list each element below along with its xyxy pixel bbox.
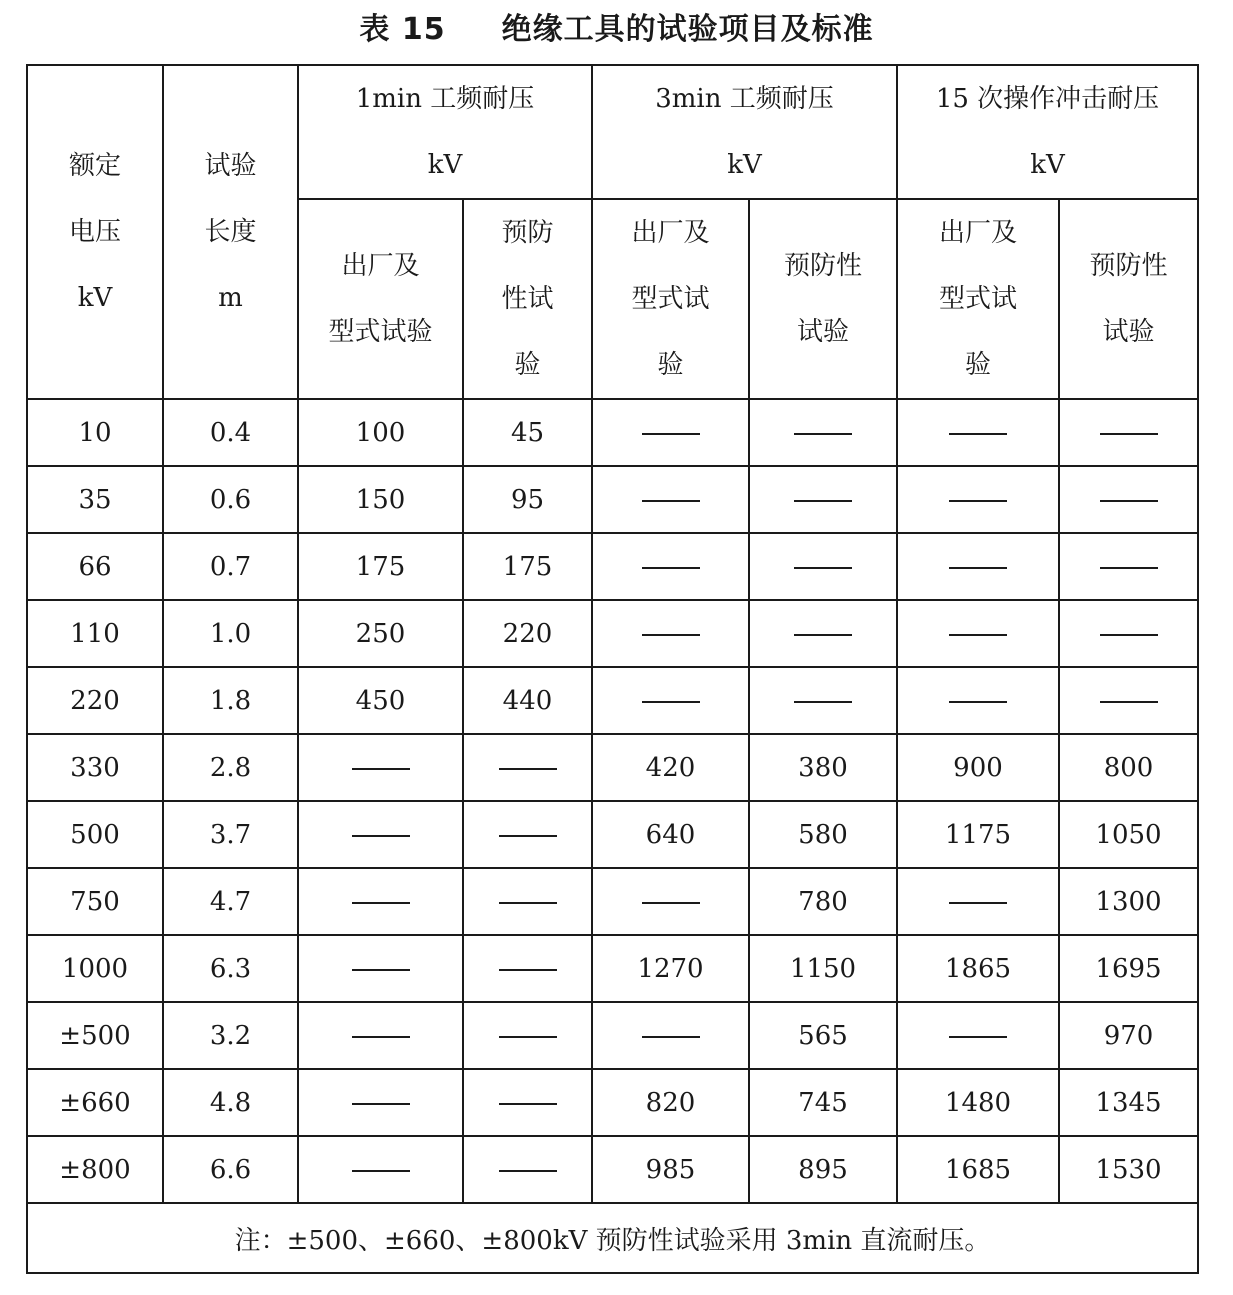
- cell-1min-preventive: 95: [463, 466, 592, 533]
- cell-3min-factory: [592, 466, 749, 533]
- table-row: [27, 1002, 1198, 1069]
- cell-3min-factory: 820: [592, 1069, 749, 1136]
- cell-test-length: 0.4: [163, 399, 298, 466]
- cell-impulse-preventive: [1059, 533, 1198, 600]
- cell-test-length: 4.8: [163, 1069, 298, 1136]
- dash-no-value: [352, 1103, 410, 1105]
- cell-3min-factory: [592, 399, 749, 466]
- cell-1min-preventive: [463, 1002, 592, 1069]
- cell-impulse-preventive: 1345: [1059, 1069, 1198, 1136]
- cell-rated-voltage: ±800: [27, 1136, 163, 1203]
- cell-1min-factory: [298, 801, 463, 868]
- cell-test-length: 1.8: [163, 667, 298, 734]
- cell-1min-preventive: [463, 801, 592, 868]
- header-1min-power-frequency: 1min 工频耐压 kV: [298, 65, 592, 199]
- header-g2-preventive-test: 预防性 试验: [749, 199, 897, 399]
- cell-rated-voltage: 750: [27, 868, 163, 935]
- table-row: [27, 734, 1198, 801]
- dash-no-value: [642, 500, 700, 502]
- cell-test-length: 3.7: [163, 801, 298, 868]
- cell-impulse-factory: [897, 399, 1059, 466]
- table-row: [27, 466, 1198, 533]
- cell-impulse-factory: 1685: [897, 1136, 1059, 1203]
- header-g1-preventive-test: 预防 性试 验: [463, 199, 592, 399]
- dash-no-value: [499, 1036, 557, 1038]
- table-title: [0, 8, 1233, 52]
- cell-impulse-factory: [897, 868, 1059, 935]
- dash-no-value: [352, 1036, 410, 1038]
- dash-no-value: [642, 433, 700, 435]
- dash-no-value: [642, 701, 700, 703]
- header-g2-factory-type-test: 出厂及 型式试 验: [592, 199, 749, 399]
- cell-test-length: 6.3: [163, 935, 298, 1002]
- dash-no-value: [794, 433, 852, 435]
- dash-no-value: [499, 768, 557, 770]
- dash-no-value: [499, 1170, 557, 1172]
- table-row: [27, 533, 1198, 600]
- cell-3min-preventive: [749, 399, 897, 466]
- cell-1min-preventive: 175: [463, 533, 592, 600]
- header-3min-power-frequency: 3min 工频耐压 kV: [592, 65, 897, 199]
- cell-3min-factory: [592, 868, 749, 935]
- cell-1min-factory: 175: [298, 533, 463, 600]
- cell-1min-factory: [298, 734, 463, 801]
- cell-rated-voltage: 10: [27, 399, 163, 466]
- cell-3min-factory: 1270: [592, 935, 749, 1002]
- cell-impulse-factory: 1175: [897, 801, 1059, 868]
- cell-1min-factory: [298, 1136, 463, 1203]
- cell-3min-factory: 640: [592, 801, 749, 868]
- cell-impulse-preventive: [1059, 600, 1198, 667]
- dash-no-value: [499, 1103, 557, 1105]
- cell-impulse-preventive: [1059, 399, 1198, 466]
- cell-1min-factory: 150: [298, 466, 463, 533]
- cell-rated-voltage: 500: [27, 801, 163, 868]
- cell-3min-factory: 985: [592, 1136, 749, 1203]
- cell-impulse-preventive: 970: [1059, 1002, 1198, 1069]
- dash-no-value: [352, 1170, 410, 1172]
- cell-3min-preventive: 895: [749, 1136, 897, 1203]
- cell-1min-preventive: [463, 935, 592, 1002]
- dash-no-value: [499, 969, 557, 971]
- dash-no-value: [1100, 500, 1158, 502]
- cell-1min-factory: [298, 1069, 463, 1136]
- cell-3min-preventive: 580: [749, 801, 897, 868]
- dash-no-value: [794, 701, 852, 703]
- table-number: 表 15: [359, 12, 446, 47]
- table-row: [27, 935, 1198, 1002]
- cell-impulse-factory: [897, 667, 1059, 734]
- header-g1-factory-type-test: 出厂及 型式试验: [298, 199, 463, 399]
- cell-rated-voltage: 35: [27, 466, 163, 533]
- cell-1min-preventive: 220: [463, 600, 592, 667]
- cell-3min-factory: 420: [592, 734, 749, 801]
- cell-3min-preventive: 565: [749, 1002, 897, 1069]
- cell-impulse-factory: [897, 1002, 1059, 1069]
- cell-1min-factory: 250: [298, 600, 463, 667]
- cell-impulse-factory: [897, 466, 1059, 533]
- cell-3min-factory: [592, 1002, 749, 1069]
- cell-impulse-preventive: [1059, 466, 1198, 533]
- cell-impulse-preventive: [1059, 667, 1198, 734]
- dash-no-value: [949, 433, 1007, 435]
- cell-rated-voltage: 1000: [27, 935, 163, 1002]
- cell-1min-factory: 100: [298, 399, 463, 466]
- dash-no-value: [794, 634, 852, 636]
- dash-no-value: [949, 567, 1007, 569]
- header-row-top: [27, 65, 1198, 199]
- cell-1min-factory: [298, 1002, 463, 1069]
- header-g3-factory-type-test: 出厂及 型式试 验: [897, 199, 1059, 399]
- cell-1min-preventive: [463, 1136, 592, 1203]
- cell-3min-preventive: 745: [749, 1069, 897, 1136]
- header-rated-voltage: 额定 电压 kV: [27, 65, 163, 399]
- dash-no-value: [499, 835, 557, 837]
- table-row: [27, 667, 1198, 734]
- cell-1min-preventive: [463, 1069, 592, 1136]
- table-row: [27, 868, 1198, 935]
- dash-no-value: [352, 768, 410, 770]
- dash-no-value: [949, 1036, 1007, 1038]
- dash-no-value: [1100, 433, 1158, 435]
- dash-no-value: [1100, 701, 1158, 703]
- cell-test-length: 0.6: [163, 466, 298, 533]
- table-caption: 绝缘工具的试验项目及标准: [501, 12, 874, 47]
- cell-3min-factory: [592, 667, 749, 734]
- cell-3min-preventive: [749, 600, 897, 667]
- header-g3-preventive-test: 预防性 试验: [1059, 199, 1198, 399]
- cell-1min-preventive: 45: [463, 399, 592, 466]
- cell-test-length: 3.2: [163, 1002, 298, 1069]
- dash-no-value: [642, 634, 700, 636]
- table-row: [27, 600, 1198, 667]
- cell-3min-preventive: 780: [749, 868, 897, 935]
- cell-impulse-preventive: 1695: [1059, 935, 1198, 1002]
- cell-3min-preventive: [749, 466, 897, 533]
- cell-1min-factory: [298, 868, 463, 935]
- cell-1min-factory: [298, 935, 463, 1002]
- header-15-switching-impulse: 15 次操作冲击耐压 kV: [897, 65, 1198, 199]
- table-row: [27, 801, 1198, 868]
- cell-impulse-factory: 1480: [897, 1069, 1059, 1136]
- dash-no-value: [949, 500, 1007, 502]
- cell-3min-preventive: [749, 667, 897, 734]
- dash-no-value: [352, 902, 410, 904]
- cell-impulse-preventive: 1300: [1059, 868, 1198, 935]
- cell-1min-preventive: [463, 734, 592, 801]
- cell-3min-factory: [592, 600, 749, 667]
- cell-test-length: 1.0: [163, 600, 298, 667]
- table-note: 注：±500、±660、±800kV 预防性试验采用 3min 直流耐压。: [27, 1203, 1198, 1273]
- cell-impulse-factory: [897, 600, 1059, 667]
- cell-3min-preventive: [749, 533, 897, 600]
- cell-impulse-factory: 1865: [897, 935, 1059, 1002]
- cell-impulse-preventive: 1050: [1059, 801, 1198, 868]
- table-row: [27, 1136, 1198, 1203]
- cell-rated-voltage: 66: [27, 533, 163, 600]
- cell-impulse-preventive: 1530: [1059, 1136, 1198, 1203]
- dash-no-value: [794, 567, 852, 569]
- header-test-length: 试验 长度 m: [163, 65, 298, 399]
- note-row: [27, 1203, 1198, 1273]
- dash-no-value: [642, 567, 700, 569]
- cell-test-length: 0.7: [163, 533, 298, 600]
- dash-no-value: [499, 902, 557, 904]
- cell-1min-preventive: 440: [463, 667, 592, 734]
- dash-no-value: [352, 835, 410, 837]
- dash-no-value: [949, 634, 1007, 636]
- cell-impulse-preventive: 800: [1059, 734, 1198, 801]
- cell-rated-voltage: ±660: [27, 1069, 163, 1136]
- dash-no-value: [1100, 567, 1158, 569]
- dash-no-value: [949, 701, 1007, 703]
- cell-test-length: 6.6: [163, 1136, 298, 1203]
- table-row: [27, 399, 1198, 466]
- cell-rated-voltage: ±500: [27, 1002, 163, 1069]
- test-standards-table: [26, 64, 1199, 1274]
- dash-no-value: [794, 500, 852, 502]
- cell-1min-factory: 450: [298, 667, 463, 734]
- cell-1min-preventive: [463, 868, 592, 935]
- cell-3min-factory: [592, 533, 749, 600]
- dash-no-value: [1100, 634, 1158, 636]
- cell-3min-preventive: 1150: [749, 935, 897, 1002]
- cell-test-length: 2.8: [163, 734, 298, 801]
- cell-impulse-factory: 900: [897, 734, 1059, 801]
- cell-rated-voltage: 220: [27, 667, 163, 734]
- table-row: [27, 1069, 1198, 1136]
- dash-no-value: [352, 969, 410, 971]
- cell-rated-voltage: 110: [27, 600, 163, 667]
- cell-test-length: 4.7: [163, 868, 298, 935]
- cell-impulse-factory: [897, 533, 1059, 600]
- cell-3min-preventive: 380: [749, 734, 897, 801]
- cell-rated-voltage: 330: [27, 734, 163, 801]
- dash-no-value: [642, 902, 700, 904]
- dash-no-value: [642, 1036, 700, 1038]
- dash-no-value: [949, 902, 1007, 904]
